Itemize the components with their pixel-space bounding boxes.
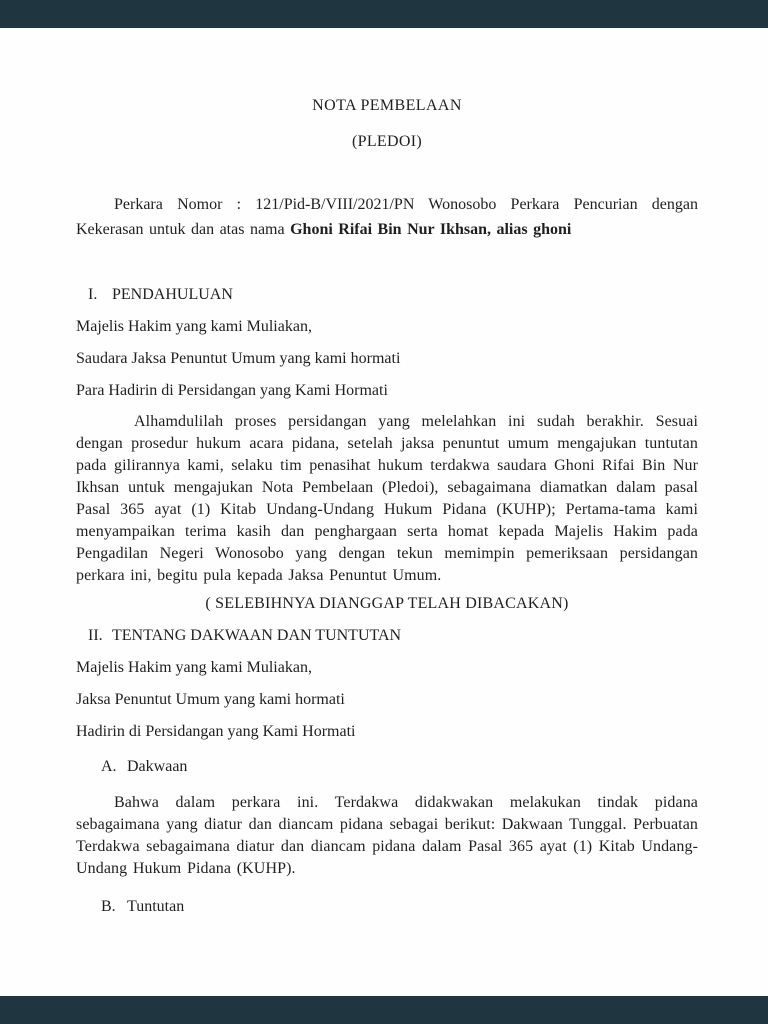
salutation-line: Saudara Jaksa Penuntut Umum yang kami hormati: [76, 350, 401, 367]
subsection-a-paragraph: Bahwa dalam perkara ini. Terdakwa didakwakan melakukan tindak pidana sebagaimana yang diatur dan diancam pidana sebagai berikut: Dakwaan Tunggal. Perbuatan Terdakwa sebagaimana diatur dan diancam pidana dalam Pasal 365 ayat (1) Kitab Undang-Undang Hukum Pidana (KUHP).: [76, 794, 698, 877]
case-number-text: Perkara Nomor : 121/Pid-B/VIII/2021/PN Wonosobo Perkara Pencurian dengan Kekerasan untuk dan atas nama: [76, 196, 698, 238]
bottom-letterbox-bar: [0, 996, 768, 1024]
salutation-line: Hadirin di Persidangan yang Kami Hormati: [76, 723, 356, 740]
section-2-title: TENTANG DAKWAAN DAN TUNTUTAN: [112, 627, 402, 644]
subsection-a-heading: [101, 758, 698, 776]
document-page: [0, 28, 768, 996]
section-2-heading: [88, 627, 698, 645]
section-1-heading: [88, 286, 698, 304]
top-letterbox-bar: [0, 0, 768, 28]
read-as-read-note: ( SELEBIHNYA DIANGGAP TELAH DIBACAKAN): [205, 595, 569, 612]
section-1-title: PENDAHULUAN: [112, 286, 233, 303]
document-title: NOTA PEMBELAAN: [312, 97, 462, 114]
subsection-b-title: Tuntutan: [127, 898, 185, 915]
defendant-name-bold: Ghoni Rifai Bin Nur Ikhsan, alias ghoni: [290, 221, 572, 238]
salutation-line: Para Hadirin di Persidangan yang Kami Hormati: [76, 382, 388, 399]
section-1-paragraph: Alhamdulilah proses persidangan yang melelahkan ini sudah berakhir. Sesuai dengan prosedur hukum acara pidana, setelah jaksa penuntut umum mengajukan tuntutan pada gilirannya kami, selaku tim penasihat hukum terdakwa saudara Ghoni Rifai Bin Nur Ikhsan untuk mengajukan Nota Pembelaan (Pledoi), sebagaimana diamatkan dalam pasal Pasal 365 ayat (1) Kitab Undang-Undang Hukum Pidana (KUHP); Pertama-tama kami menyampaikan terima kasih dan penghargaan serta homat kepada Majelis Hakim pada Pengadilan Negeri Wonosobo yang dengan tekun memimpin pemeriksaan persidangan perkara ini, begitu pula kepada Jaksa Penuntut Umum.: [76, 413, 698, 584]
subsection-a-title: Dakwaan: [127, 758, 188, 775]
document-subtitle: (PLEDOI): [352, 133, 422, 150]
subsection-b-letter: B.: [101, 898, 116, 915]
salutation-line: Majelis Hakim yang kami Muliakan,: [76, 659, 312, 676]
salutation-line: Majelis Hakim yang kami Muliakan,: [76, 318, 312, 335]
case-intro-paragraph: [76, 192, 698, 242]
subsection-a-letter: A.: [101, 758, 117, 775]
section-1-number: I.: [88, 286, 98, 303]
section-2-number: II.: [88, 627, 103, 644]
subsection-b-heading: [101, 898, 698, 916]
salutation-line: Jaksa Penuntut Umum yang kami hormati: [76, 691, 345, 708]
